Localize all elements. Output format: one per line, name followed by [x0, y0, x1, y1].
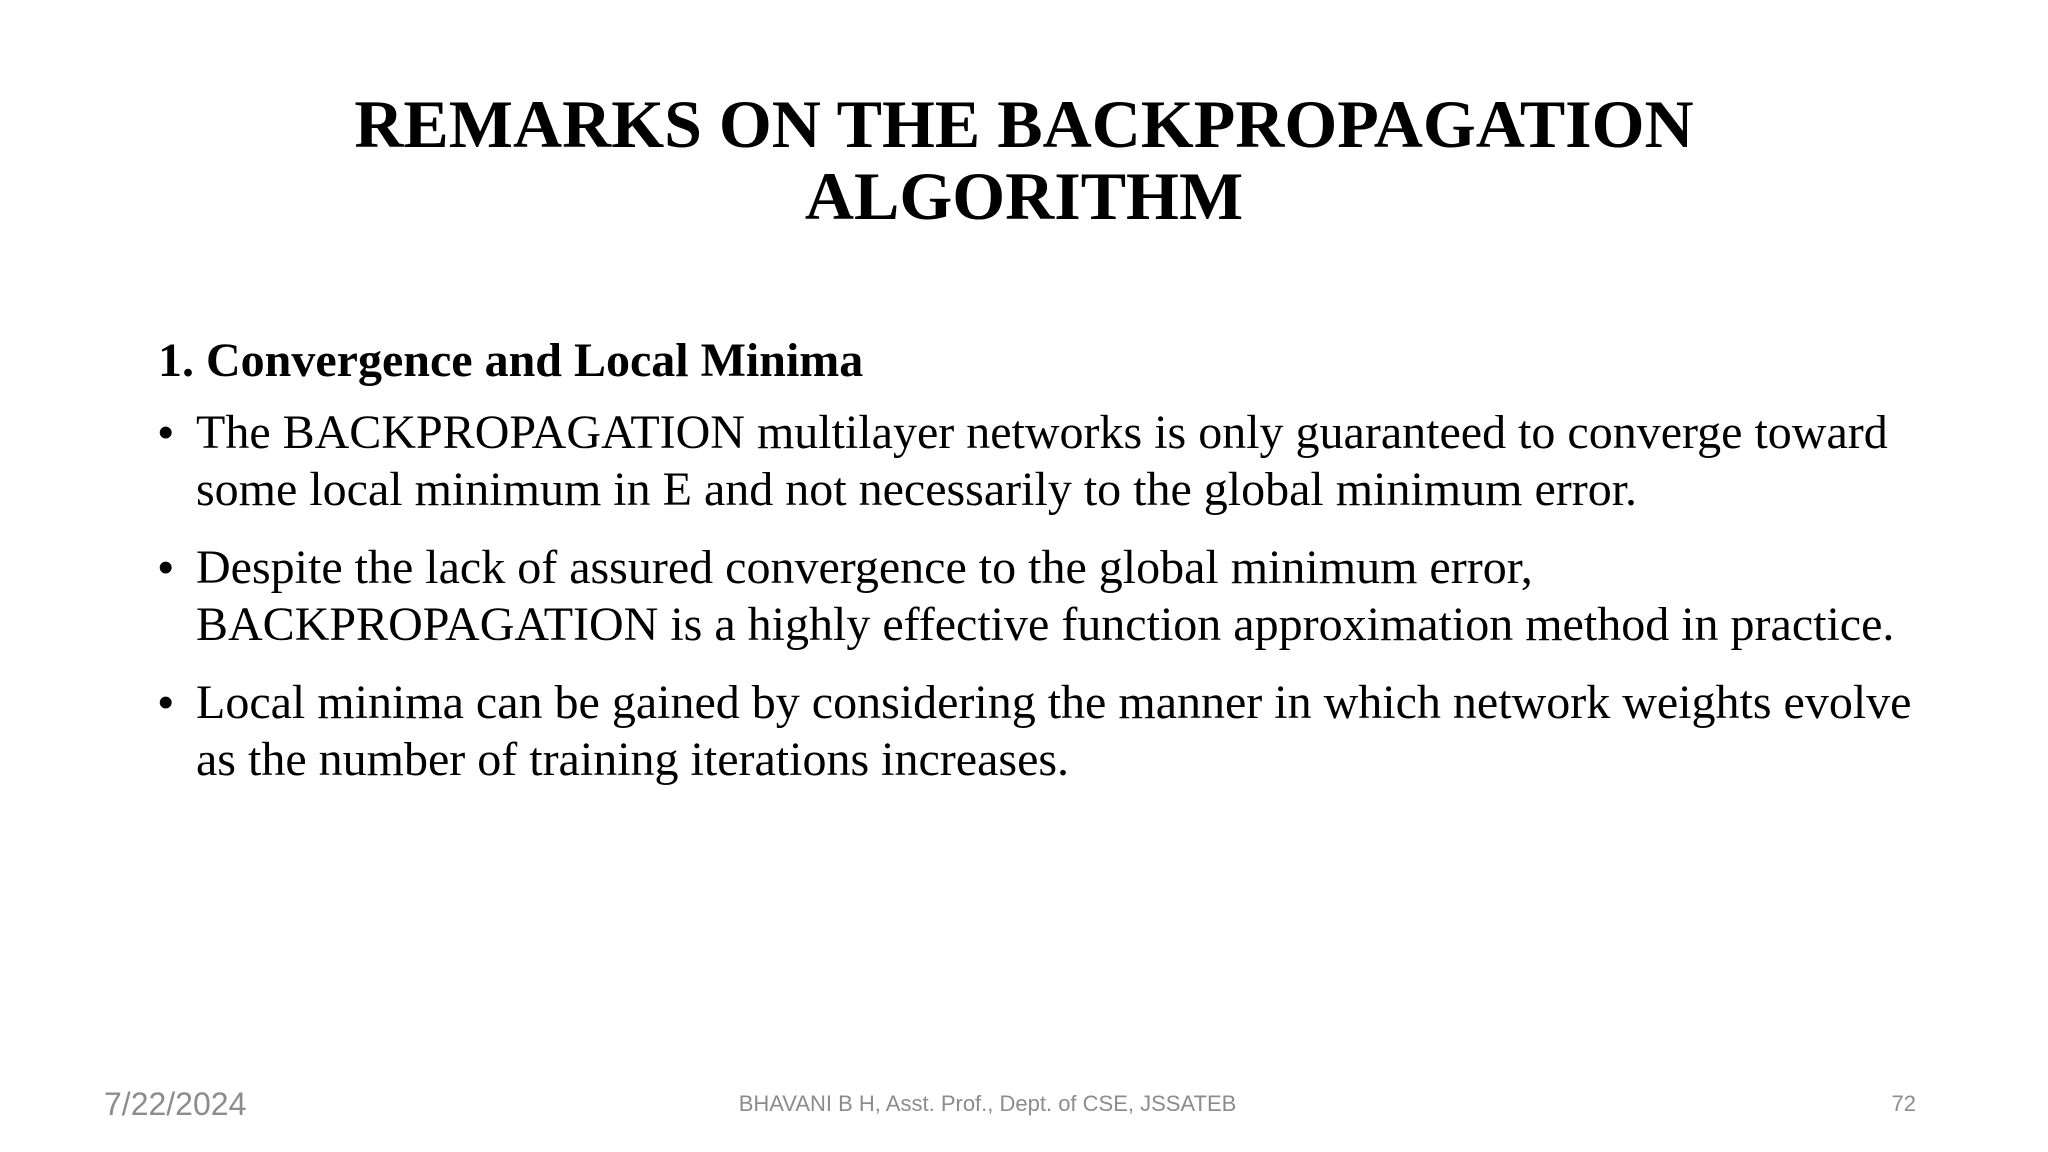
bullet-list [158, 404, 1918, 788]
bullet-item-1 [158, 404, 1918, 518]
slide-content [158, 332, 1918, 809]
bullet-icon: • [158, 678, 174, 727]
section-heading: 1. Convergence and Local Minima [158, 334, 864, 387]
slide-title-line-2: ALGORITHM [804, 158, 1244, 234]
bullet-text-3: Local minima can be gained by considering the manner in which network weights evolve as the number of training iterations increases. [196, 676, 1912, 786]
bullet-text-1: The BACKPROPAGATION multilayer networks is only guaranteed to converge toward some local minimum in E and not necessarily to the global minimum error. [196, 406, 1888, 516]
bullet-item-3 [158, 674, 1918, 788]
bullet-icon: • [158, 408, 174, 457]
footer-date: 7/22/2024 [104, 1086, 247, 1122]
bullet-item-2 [158, 539, 1918, 653]
bullet-icon: • [158, 543, 174, 592]
slide-title [240, 88, 1808, 232]
footer-author: BHAVANI B H, Asst. Prof., Dept. of CSE, JSSATEB [738, 1091, 1237, 1116]
slide-title-line-1: REMARKS ON THE BACKPROPAGATION [354, 86, 1694, 162]
footer-page-number: 72 [1891, 1091, 1916, 1116]
bullet-text-2: Despite the lack of assured convergence to the global minimum error, BACKPROPAGATION is a highly effective function approximation method in practice. [196, 541, 1895, 651]
